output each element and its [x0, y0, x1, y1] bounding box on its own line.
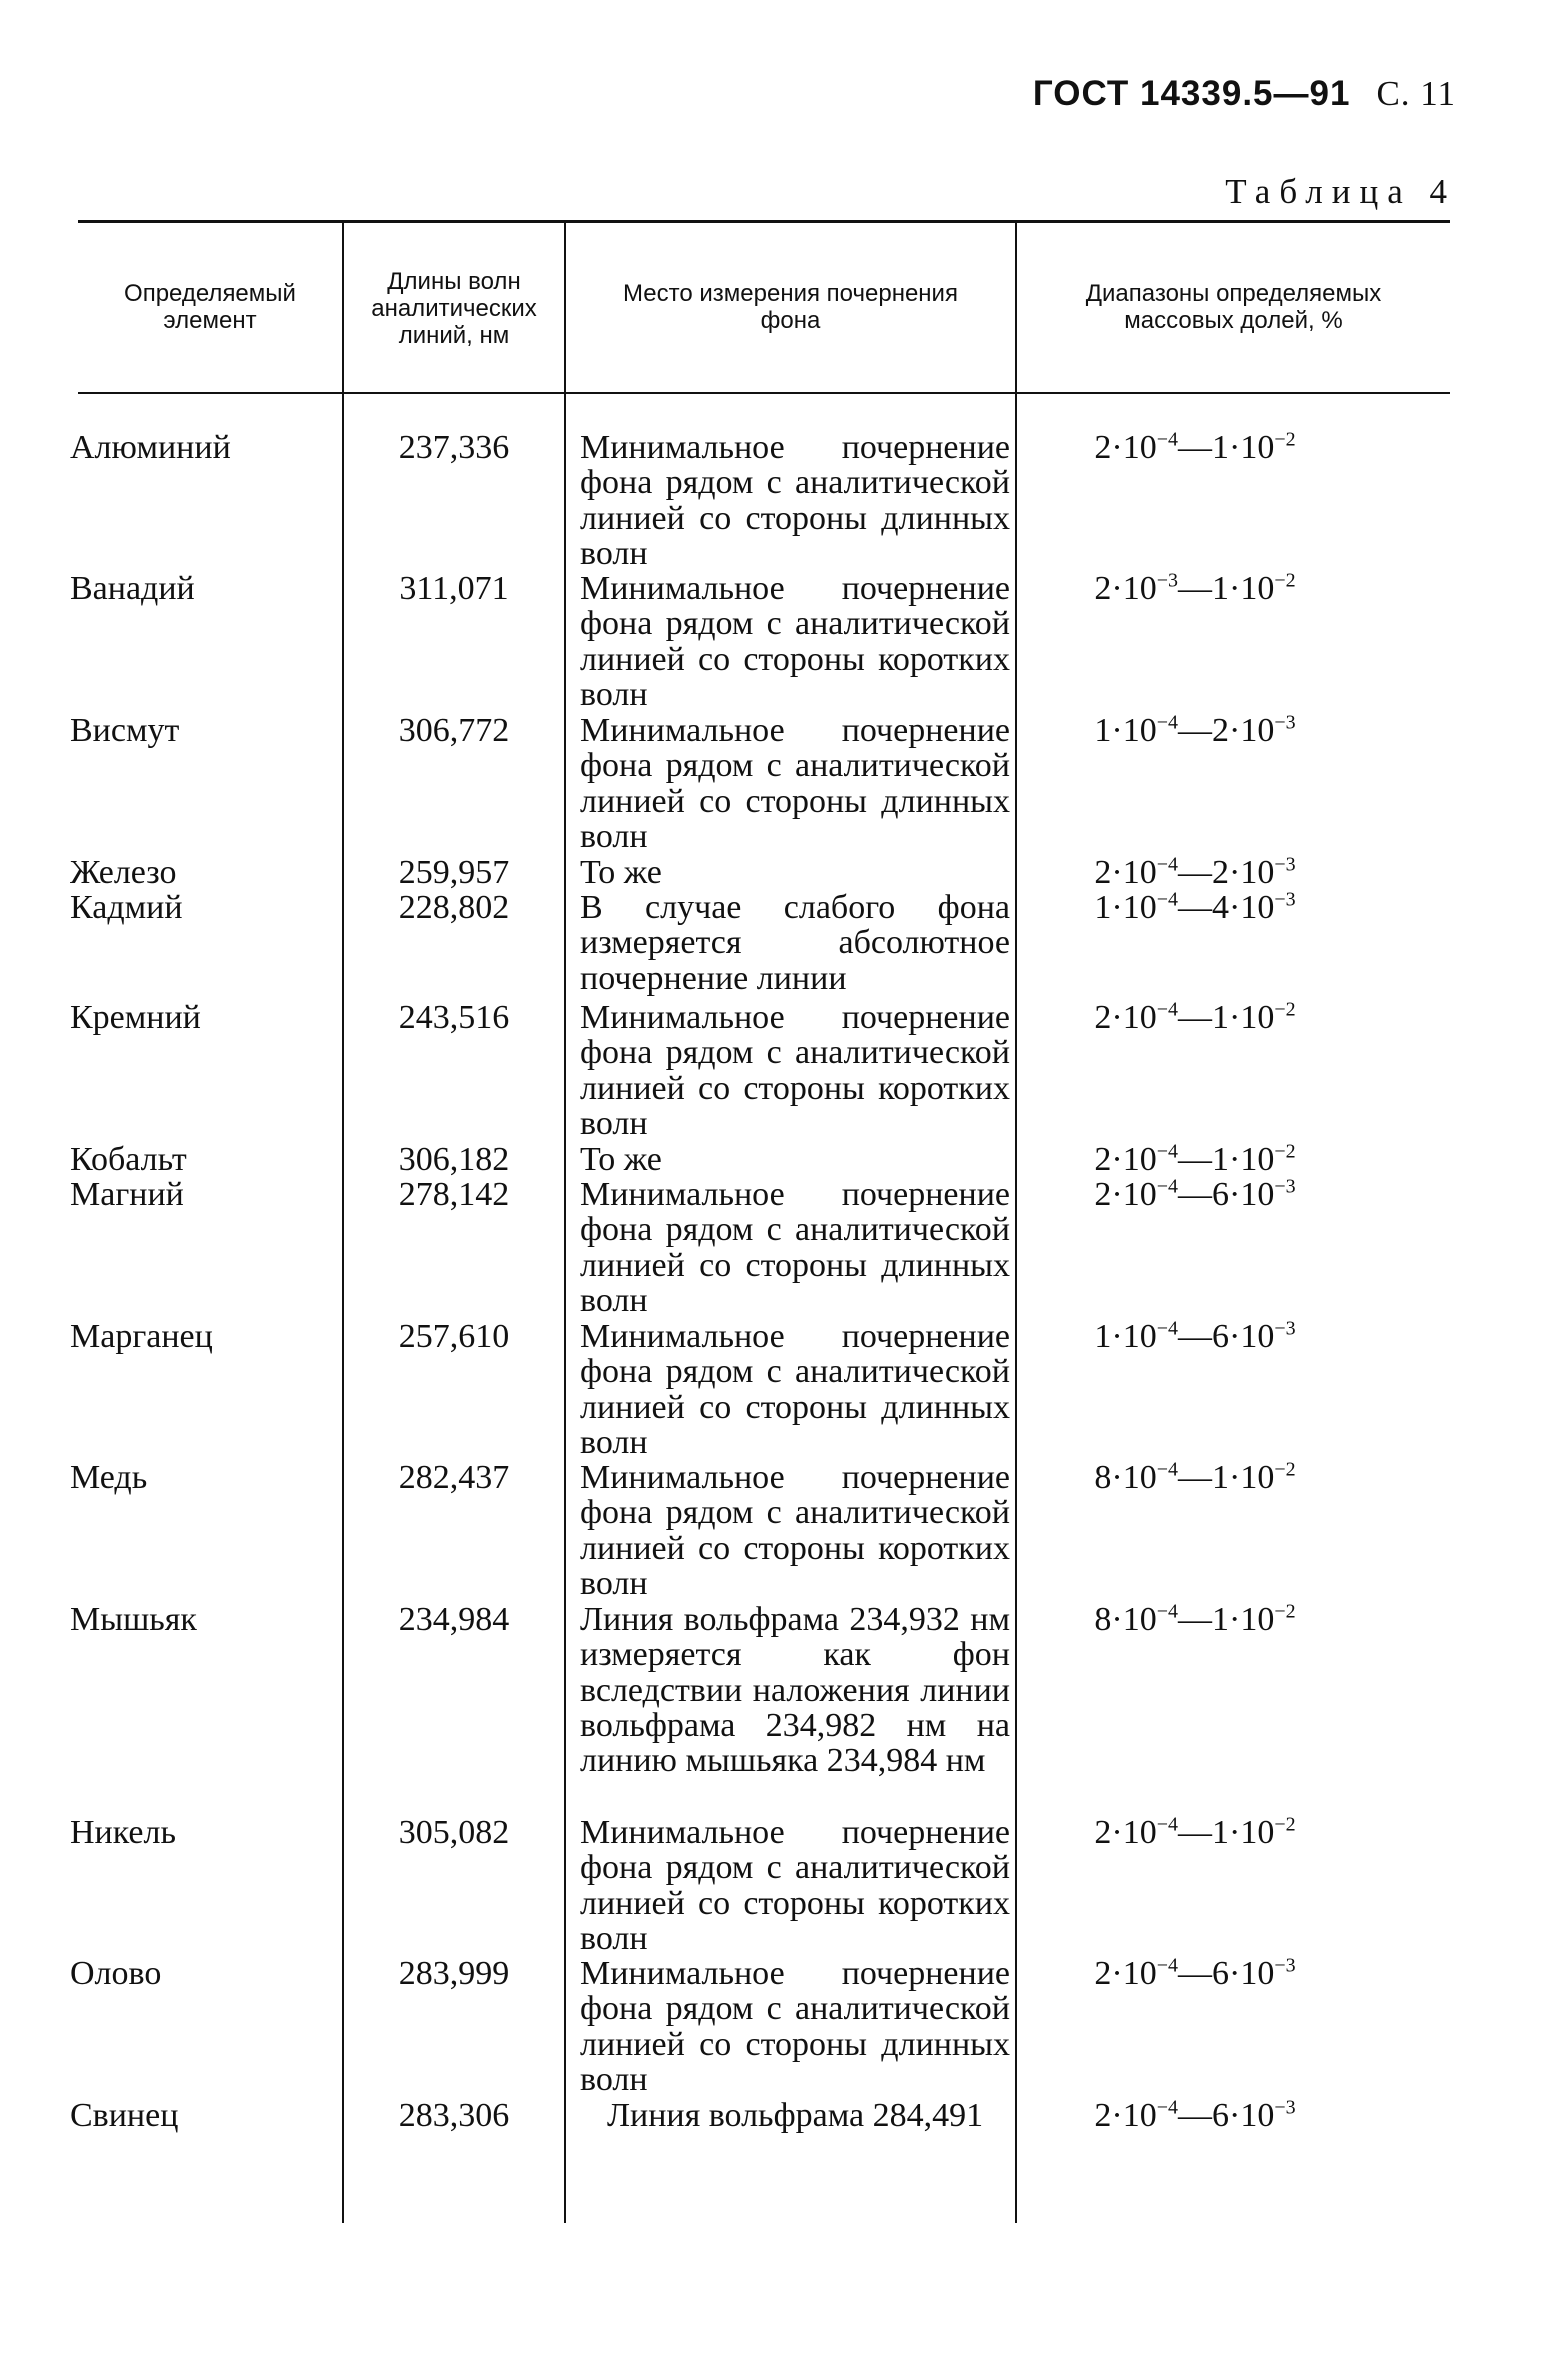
range-low-mantissa: 2·10 [1094, 429, 1157, 466]
element-name: Свинец [70, 2097, 179, 2134]
fraction-range [1030, 855, 1360, 890]
measurement-place: Минимальное почернение фона рядом с аналитической линией со стороны длинных волн [580, 429, 1010, 572]
range-high-exponent: −2 [1274, 1813, 1296, 1836]
range-high-mantissa: 6·10 [1212, 1955, 1275, 1992]
measurement-place: Минимальное почернение фона рядом с аналитической линией со стороны длинных волн [580, 1176, 1010, 1319]
range-low-exponent: −4 [1156, 1600, 1178, 1623]
range-high-exponent: −3 [1274, 2096, 1296, 2119]
measurement-place: Минимальное почернение фона рядом с аналитической линией со стороны длинных волн [580, 1318, 1010, 1461]
fraction-range [1030, 430, 1360, 465]
element-name: Алюминий [70, 429, 231, 466]
fraction-range [1030, 1142, 1360, 1177]
range-separator: — [1178, 429, 1212, 466]
wavelength-value: 257,610 [398, 1318, 510, 1355]
range-high-exponent: −2 [1274, 569, 1296, 592]
measurement-place: Линия вольфрама 234,932 нм измеряется как фон вследствии наложения линии вольфрама 234,982 нм на линию мышьяка 234,984 нм [580, 1601, 1010, 1780]
range-low-exponent: −4 [1156, 1317, 1178, 1340]
column-header-place [566, 280, 1015, 334]
range-separator: — [1178, 1814, 1212, 1851]
measurement-place: Минимальное почернение фона рядом с аналитической линией со стороны коротких волн [580, 1814, 1010, 1957]
range-separator: — [1178, 1318, 1212, 1355]
measurement-place: Линия вольфрама 284,491 [606, 2097, 984, 2134]
wavelength-value: 243,516 [398, 999, 510, 1036]
standard-number: ГОСТ 14339.5—91 [1032, 74, 1351, 113]
element-name: Магний [70, 1176, 184, 1213]
range-high-exponent: −2 [1274, 1600, 1296, 1623]
range-low-exponent: −4 [1156, 711, 1178, 734]
range-low-exponent: −4 [1156, 998, 1178, 1021]
wavelength-value: 282,437 [398, 1459, 510, 1496]
range-high-exponent: −2 [1274, 1140, 1296, 1163]
range-low-exponent: −4 [1156, 1813, 1178, 1836]
range-high-exponent: −3 [1274, 853, 1296, 876]
range-high-mantissa: 1·10 [1212, 429, 1275, 466]
column-header-line: аналитических [371, 295, 537, 322]
range-separator: — [1178, 854, 1212, 891]
range-high-mantissa: 4·10 [1212, 889, 1275, 926]
range-separator: — [1178, 1176, 1212, 1213]
page-number: С. 11 [1376, 74, 1456, 113]
column-header-line: Определяемый [124, 280, 296, 307]
wavelength-value: 237,336 [398, 429, 510, 466]
fraction-range [1030, 1177, 1360, 1212]
range-low-exponent: −4 [1156, 2096, 1178, 2119]
range-separator: — [1178, 1141, 1212, 1178]
wavelength-value: 306,772 [398, 712, 510, 749]
fraction-range [1030, 1319, 1360, 1354]
range-low-mantissa: 2·10 [1094, 1814, 1157, 1851]
wavelength-value: 311,071 [399, 570, 509, 607]
fraction-range [1030, 1602, 1360, 1637]
range-separator: — [1178, 570, 1212, 607]
range-low-exponent: −4 [1156, 1954, 1178, 1977]
range-high-exponent: −3 [1274, 1317, 1296, 1340]
range-low-exponent: −4 [1156, 1140, 1178, 1163]
range-low-mantissa: 2·10 [1094, 1141, 1157, 1178]
column-header-line: элемент [163, 307, 257, 334]
fraction-range [1030, 571, 1360, 606]
fraction-range [1030, 1815, 1360, 1850]
element-name: Марганец [70, 1318, 213, 1355]
range-low-exponent: −4 [1156, 888, 1178, 911]
column-header-line: массовых долей, % [1124, 307, 1343, 334]
range-high-mantissa: 1·10 [1212, 1601, 1275, 1638]
range-separator: — [1178, 712, 1212, 749]
range-high-exponent: −2 [1274, 998, 1296, 1021]
element-name: Кадмий [70, 889, 183, 926]
range-separator: — [1178, 999, 1212, 1036]
range-high-mantissa: 1·10 [1212, 1141, 1275, 1178]
range-high-mantissa: 1·10 [1212, 999, 1275, 1036]
measurement-place: Минимальное почернение фона рядом с аналитической линией со стороны коротких волн [580, 570, 1010, 713]
element-name: Кобальт [70, 1141, 187, 1178]
range-separator: — [1178, 889, 1212, 926]
wavelength-value: 278,142 [398, 1176, 510, 1213]
range-low-mantissa: 8·10 [1094, 1459, 1157, 1496]
range-low-mantissa: 8·10 [1094, 1601, 1157, 1638]
wavelength-value: 234,984 [398, 1601, 510, 1638]
fraction-range [1030, 2098, 1360, 2133]
wavelength-value: 283,999 [398, 1955, 510, 1992]
measurement-place: В случае слабого фона измеряется абсолютное почернение линии [580, 889, 1010, 997]
table-top-rule [78, 220, 1450, 223]
wavelength-value: 306,182 [398, 1141, 510, 1178]
wavelength-value: 283,306 [398, 2097, 510, 2134]
element-name: Кремний [70, 999, 201, 1036]
fraction-range [1030, 890, 1360, 925]
range-low-mantissa: 1·10 [1094, 1318, 1157, 1355]
range-low-exponent: −4 [1156, 1175, 1178, 1198]
range-high-exponent: −3 [1274, 711, 1296, 734]
header-bottom-rule [78, 392, 1450, 394]
range-separator: — [1178, 1459, 1212, 1496]
element-name: Никель [70, 1814, 176, 1851]
column-header-line: линий, нм [398, 322, 510, 349]
page-header [1033, 74, 1456, 114]
column-header-element [90, 280, 330, 334]
range-high-exponent: −2 [1274, 1458, 1296, 1481]
range-high-mantissa: 6·10 [1212, 1318, 1275, 1355]
column-divider-1 [342, 223, 344, 2223]
range-high-mantissa: 1·10 [1212, 1459, 1275, 1496]
column-divider-2 [564, 223, 566, 2223]
range-separator: — [1178, 2097, 1212, 2134]
wavelength-value: 305,082 [398, 1814, 510, 1851]
column-header-line: Место измерения почернения [623, 280, 958, 307]
range-low-mantissa: 1·10 [1094, 889, 1157, 926]
range-low-exponent: −4 [1156, 853, 1178, 876]
range-low-mantissa: 2·10 [1094, 1955, 1157, 1992]
wavelength-value: 228,802 [398, 889, 510, 926]
range-low-mantissa: 2·10 [1094, 2097, 1157, 2134]
measurement-place: Минимальное почернение фона рядом с аналитической линией со стороны длинных волн [580, 1955, 1010, 2098]
measurement-place: То же [580, 854, 662, 891]
fraction-range [1030, 1000, 1360, 1035]
range-high-exponent: −3 [1274, 1954, 1296, 1977]
fraction-range [1030, 1956, 1360, 1991]
fraction-range [1030, 1460, 1360, 1495]
range-low-exponent: −3 [1156, 569, 1178, 592]
element-name: Олово [70, 1955, 162, 1992]
table-caption: Таблица 4 [1225, 172, 1456, 211]
measurement-place: То же [580, 1141, 662, 1178]
measurement-place: Минимальное почернение фона рядом с аналитической линией со стороны коротких волн [580, 999, 1010, 1142]
column-header-line: Диапазоны определяемых [1085, 280, 1382, 307]
column-header-range [1017, 280, 1450, 334]
range-high-mantissa: 2·10 [1212, 712, 1275, 749]
range-high-mantissa: 6·10 [1212, 1176, 1275, 1213]
element-name: Ванадий [70, 570, 195, 607]
range-low-mantissa: 2·10 [1094, 854, 1157, 891]
range-low-exponent: −4 [1156, 428, 1178, 451]
element-name: Медь [70, 1459, 148, 1496]
range-high-mantissa: 2·10 [1212, 854, 1275, 891]
column-divider-3 [1015, 223, 1017, 2223]
range-high-exponent: −2 [1274, 428, 1296, 451]
fraction-range [1030, 713, 1360, 748]
column-header-wavelength [344, 268, 564, 349]
range-low-mantissa: 2·10 [1094, 570, 1157, 607]
measurement-place: Минимальное почернение фона рядом с аналитической линией со стороны длинных волн [580, 712, 1010, 855]
range-separator: — [1178, 1955, 1212, 1992]
element-name: Железо [70, 854, 177, 891]
column-header-line: Длины волн [387, 268, 521, 295]
range-separator: — [1178, 1601, 1212, 1638]
range-low-exponent: −4 [1156, 1458, 1178, 1481]
range-high-mantissa: 6·10 [1212, 2097, 1275, 2134]
element-name: Висмут [70, 712, 180, 749]
column-header-line: фона [760, 307, 821, 334]
range-high-exponent: −3 [1274, 1175, 1296, 1198]
range-low-mantissa: 1·10 [1094, 712, 1157, 749]
range-high-exponent: −3 [1274, 888, 1296, 911]
range-high-mantissa: 1·10 [1212, 1814, 1275, 1851]
element-name: Мышьяк [70, 1601, 197, 1638]
range-low-mantissa: 2·10 [1094, 1176, 1157, 1213]
measurement-place: Минимальное почернение фона рядом с аналитической линией со стороны коротких волн [580, 1459, 1010, 1602]
range-low-mantissa: 2·10 [1094, 999, 1157, 1036]
range-high-mantissa: 1·10 [1212, 570, 1275, 607]
wavelength-value: 259,957 [398, 854, 510, 891]
